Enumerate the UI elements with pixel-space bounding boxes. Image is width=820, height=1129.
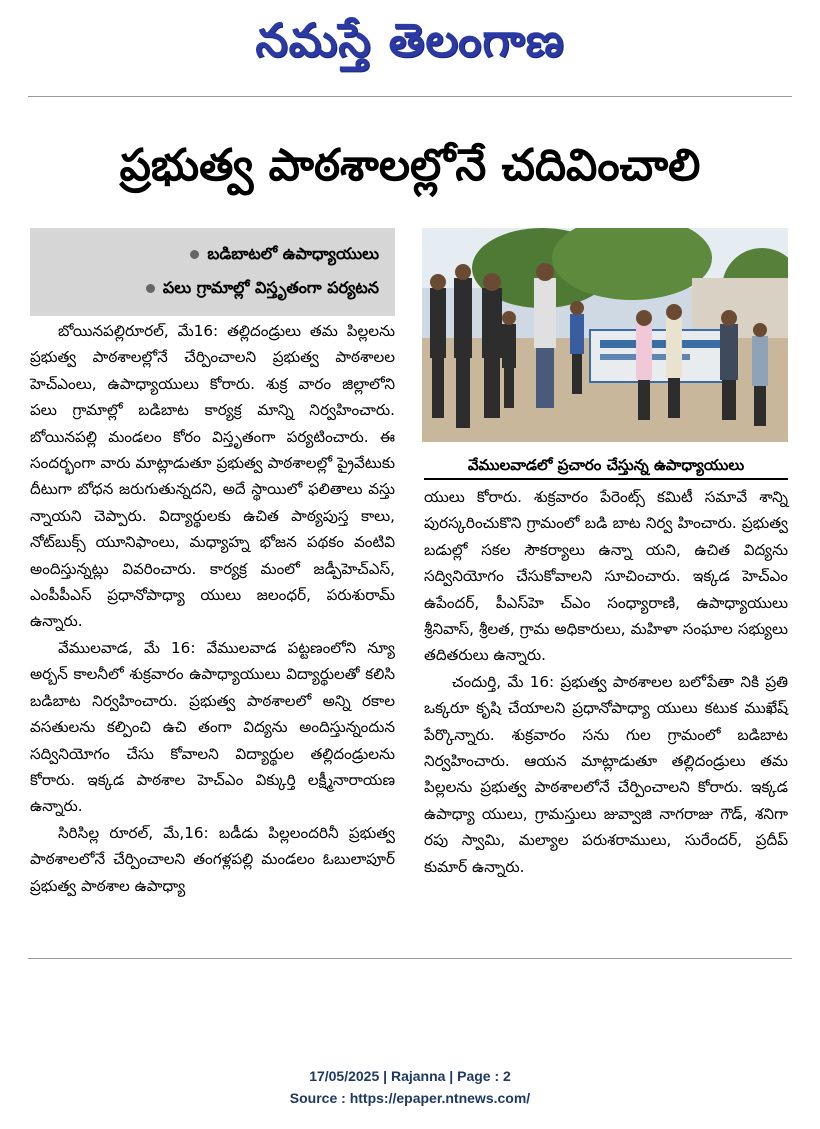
footer-date-edition: 17/05/2025 | Rajanna | Page : 2 [309,1068,511,1084]
article-paragraph: వేములవాడ, మే 16: వేములవాడ పట్టణంలోని న్యూ అర్బన్‌ కాలనీలో శుక్రవారం ఉపాధ్యాయులు విద్యార్థులతో కలిసి బడిబాట నిర్వహించారు. ప్రభుత్వ పాఠశాలలో అన్ని రకాల వసతులను కల్పించి ఉచి తంగా విద్యను అందిస్తున్నందున సద్వినియోగం చేసు కోవాలని విద్యార్థుల తల్లిదండ్రులను కోరారు. ఇక్కడ పాఠశాల హెచ్‌ఎం విక్కుర్తి లక్ష్మీనారాయణ ఉన్నారు. [30,638,395,816]
article-right-column [424,484,788,880]
subheadline [30,238,379,272]
bullet-icon [146,284,155,293]
news-photo-image [422,228,788,442]
article-paragraph: చందుర్తి, మే 16: ప్రభుత్వ పాఠశాలల బలోపేతా నికి ప్రతి ఒక్కరూ కృషి చేయాలని ప్రధానోపాధ్యా యులు కటుక ముఖేష్‌ పేర్కొన్నారు. శుక్రవారం సను గుల గ్రామంలో బడిబాట నిర్వహించారు. ఆయన మాట్లాడుతూ తల్లిదండ్రులు తమ పిల్లలను ప్రభుత్వ పాఠశాలలోనే చేర్పించాలని కోరారు. ఇక్కడ ఉపాధ్యా యులు, గ్రామస్తులు జువ్వాజి నాగరాజు గౌడ్‌, శనిగా రపు స్వామి, మల్యాల పరుశరాములు, సురేందర్‌, ప్రదీప్‌ కుమార్‌ ఉన్నారు. [424,672,788,876]
newspaper-masthead: నమస్తే తెలంగాణ [255,13,565,67]
subheadline-text: పలు గ్రామాల్లో విస్తృతంగా పర్యటన [162,278,379,297]
article-left-column [30,318,395,899]
photo-caption: వేములవాడలో ప్రచారం చేస్తున్న ఉపాధ్యాయులు [424,452,788,480]
footer-source: Source : https://epaper.ntnews.com/ [289,1090,531,1106]
subheadline [30,272,379,306]
article-paragraph: బోయినపల్లిరూరల్‌, మే16: తల్లిదండ్రులు తమ పిల్లలను ప్రభుత్వ పాఠశాలల్లోనే చేర్పించాలని ప్రభుత్వ పాఠశాలల హెచ్‌ఎంలు, ఉపాధ్యాయులు కోరారు. శుక్ర వారం జిల్లాలోని పలు గ్రామాల్లో బడిబాట కార్యక్ర మాన్ని నిర్వహించారు. బోయినపల్లి మండలం కోరం విస్తృతంగా పర్యటించారు. ఈ సందర్భంగా వారు మాట్లాడుతూ ప్రభుత్వ పాఠశాలల్లో ప్రైవేటుకు దీటుగా బోధన జరుగుతున్నదని, అదే స్థాయిలో ఫలితాలు వస్తు న్నాయని చెప్పారు. విద్యార్థులకు ఉచిత పాఠ్యపుస్త కాలు, నోట్‌బుక్స్‌ యూనిఫాంలు, మధ్యాహ్న భోజన పథకం వంటివి అందిస్తున్నట్లు వివరించారు. కార్యక్ర మంలో జడ్పీహెచ్‌ఎస్‌, ఎంపీపీఎస్‌ ప్రధానోపాధ్యా యులు జలంధర్‌, పరుశురామ్‌ ఉన్నారు. [30,322,395,631]
article-bottom-divider [28,958,792,959]
article-paragraph: సిరిసిల్ల రూరల్‌, మే,16: బడీడు పిల్లలందరినీ ప్రభుత్వ పాఠశాలలోనే చేర్పించాలని తంగళ్లపల్లి మండలం ఓబులాపూర్‌ ప్రభుత్వ పాఠశాల ఉపాధ్యా [30,823,395,895]
subheadline-box [30,228,395,316]
masthead-divider [28,96,792,97]
bullet-icon [190,250,199,259]
article-headline: ప్రభుత్వ పాఠశాలల్లోనే చదివించాలి [119,140,701,191]
news-photo [422,228,788,442]
subheadline-text: బడిబాటలో ఉపాధ్యాయులు [207,244,379,263]
article-paragraph: యులు కోరారు. శుక్రవారం పేరెంట్స్‌ కమిటీ సమావే శాన్ని పురస్కరించుకొని గ్రామంలో బడి బాట నిర్వ హించారు. ప్రభుత్వ బడుల్లో సకల సౌకర్యాలు ఉన్నా యని, ఉచిత విద్యను సద్వినియోగం చేసుకోవాలని సూచించారు. ఇక్కడ హెచ్‌ఎం ఉపేందర్‌, పీఎస్‌హె చ్‌ఎం సంధ్యారాణి, ఉపాధ్యాయులు శ్రీనివాస్‌, శ్రీలత, గ్రామ అధికారులు, మహిళా సంఘాల సభ్యులు తదితరులు ఉన్నారు. [424,488,788,665]
